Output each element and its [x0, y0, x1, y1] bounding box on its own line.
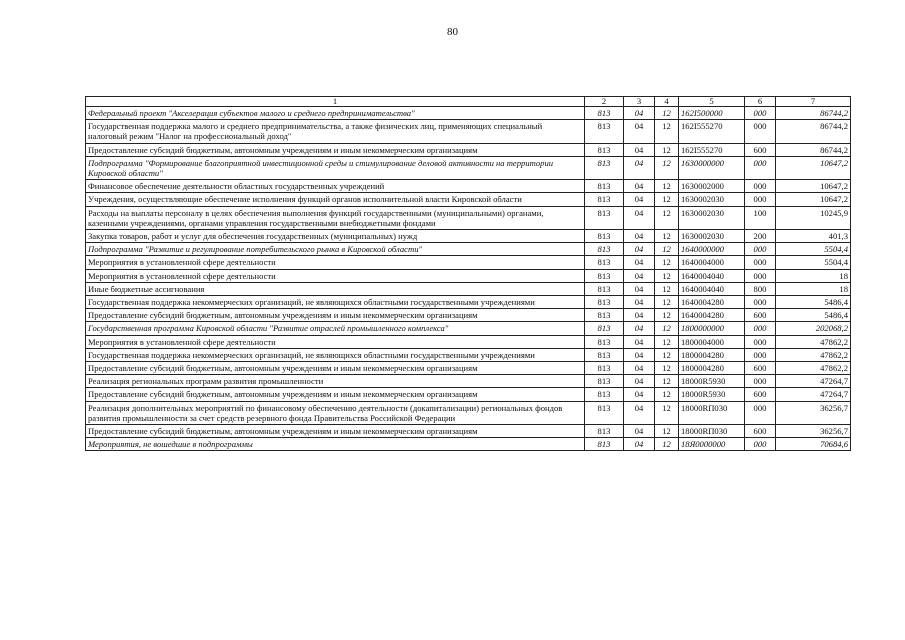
target-article-cell: 1800004000	[679, 335, 745, 348]
section-code-cell: 04	[624, 362, 655, 375]
subsection-code-cell: 12	[655, 425, 679, 438]
section-code-cell: 04	[624, 206, 655, 229]
table-row	[86, 107, 851, 120]
section-code-cell: 04	[624, 348, 655, 361]
subsection-code-cell: 12	[655, 375, 679, 388]
target-article-cell: 1640004280	[679, 309, 745, 322]
subsection-code-cell: 12	[655, 180, 679, 193]
expense-type-cell: 600	[745, 362, 776, 375]
expense-type-cell: 600	[745, 388, 776, 401]
expense-name-cell: Учреждения, осуществляющие обеспечение исполнения функций органов исполнительной власти Кировской области	[86, 193, 585, 206]
ministry-code-cell: 813	[585, 425, 624, 438]
target-article-cell: 1630000000	[679, 156, 745, 179]
ministry-code-cell: 813	[585, 401, 624, 424]
subsection-code-cell: 12	[655, 309, 679, 322]
header-cell: 1	[86, 97, 585, 107]
header-cell: 6	[745, 97, 776, 107]
amount-cell: 86744,2	[776, 143, 851, 156]
expense-name-cell: Мероприятия в установленной сфере деятельности	[86, 269, 585, 282]
section-code-cell: 04	[624, 269, 655, 282]
section-code-cell: 04	[624, 425, 655, 438]
table-row	[86, 143, 851, 156]
expense-type-cell: 000	[745, 156, 776, 179]
expense-type-cell: 000	[745, 107, 776, 120]
table-row	[86, 206, 851, 229]
table-row	[86, 362, 851, 375]
ministry-code-cell: 813	[585, 322, 624, 335]
expense-name-cell: Государственная поддержка некоммерческих организаций, не являющихся областными государственными учреждениями	[86, 348, 585, 361]
ministry-code-cell: 813	[585, 143, 624, 156]
section-code-cell: 04	[624, 335, 655, 348]
subsection-code-cell: 12	[655, 388, 679, 401]
target-article-cell: 1800004280	[679, 348, 745, 361]
target-article-cell: 18000R5930	[679, 388, 745, 401]
target-article-cell: 1630002000	[679, 180, 745, 193]
expense-type-cell: 200	[745, 230, 776, 243]
table-row	[86, 438, 851, 451]
subsection-code-cell: 12	[655, 348, 679, 361]
amount-cell: 47264,7	[776, 388, 851, 401]
target-article-cell: 1640004280	[679, 296, 745, 309]
expense-name-cell: Мероприятия в установленной сфере деятельности	[86, 256, 585, 269]
expense-name-cell: Мероприятия, не вошедшие в подпрограммы	[86, 438, 585, 451]
section-code-cell: 04	[624, 230, 655, 243]
amount-cell: 47862,2	[776, 335, 851, 348]
expense-name-cell: Предоставление субсидий бюджетным, автономным учреждениям и иным некоммерческим организациям	[86, 388, 585, 401]
expense-name-cell: Расходы на выплаты персоналу в целях обеспечения выполнения функций государственными (муниципальными) органами, казенными учреждениями, органами управления государственными внебюджетными фондами	[86, 206, 585, 229]
section-code-cell: 04	[624, 388, 655, 401]
table-row	[86, 335, 851, 348]
target-article-cell: 18000R5930	[679, 375, 745, 388]
ministry-code-cell: 813	[585, 362, 624, 375]
table-row	[86, 156, 851, 179]
table-row	[86, 296, 851, 309]
target-article-cell: 1630002030	[679, 193, 745, 206]
ministry-code-cell: 813	[585, 309, 624, 322]
expense-name-cell: Предоставление субсидий бюджетным, автономным учреждениям и иным некоммерческим организациям	[86, 143, 585, 156]
amount-cell: 70684,6	[776, 438, 851, 451]
subsection-code-cell: 12	[655, 156, 679, 179]
amount-cell: 10245,9	[776, 206, 851, 229]
subsection-code-cell: 12	[655, 335, 679, 348]
target-article-cell: 1630002030	[679, 206, 745, 229]
ministry-code-cell: 813	[585, 375, 624, 388]
amount-cell: 202068,2	[776, 322, 851, 335]
table-row	[86, 180, 851, 193]
header-cell: 4	[655, 97, 679, 107]
section-code-cell: 04	[624, 156, 655, 179]
expense-name-cell: Подпрограмма "Формирование благоприятной инвестиционной среды и стимулирование деловой активности на территории Кировской области"	[86, 156, 585, 179]
subsection-code-cell: 12	[655, 322, 679, 335]
page-number: 80	[447, 26, 458, 38]
expense-type-cell: 600	[745, 309, 776, 322]
ministry-code-cell: 813	[585, 438, 624, 451]
amount-cell: 47862,2	[776, 348, 851, 361]
expense-type-cell: 000	[745, 335, 776, 348]
ministry-code-cell: 813	[585, 388, 624, 401]
target-article-cell: 1640004000	[679, 256, 745, 269]
header-cell: 2	[585, 97, 624, 107]
table-row	[86, 309, 851, 322]
ministry-code-cell: 813	[585, 206, 624, 229]
ministry-code-cell: 813	[585, 282, 624, 295]
expense-type-cell: 000	[745, 296, 776, 309]
target-article-cell: 1640000000	[679, 243, 745, 256]
section-code-cell: 04	[624, 322, 655, 335]
expense-type-cell: 000	[745, 193, 776, 206]
ministry-code-cell: 813	[585, 348, 624, 361]
expense-name-cell: Предоставление субсидий бюджетным, автономным учреждениям и иным некоммерческим организациям	[86, 362, 585, 375]
expense-type-cell: 000	[745, 401, 776, 424]
target-article-cell: 162I555270	[679, 120, 745, 143]
amount-cell: 86744,2	[776, 107, 851, 120]
subsection-code-cell: 12	[655, 362, 679, 375]
target-article-cell: 18Я0000000	[679, 438, 745, 451]
ministry-code-cell: 813	[585, 107, 624, 120]
amount-cell: 5486,4	[776, 309, 851, 322]
subsection-code-cell: 12	[655, 143, 679, 156]
amount-cell: 5504,4	[776, 243, 851, 256]
expense-type-cell: 000	[745, 322, 776, 335]
section-code-cell: 04	[624, 107, 655, 120]
expense-name-cell: Реализация региональных программ развития промышленности	[86, 375, 585, 388]
amount-cell: 47264,7	[776, 375, 851, 388]
amount-cell: 47862,2	[776, 362, 851, 375]
table-row	[86, 282, 851, 295]
expense-type-cell: 600	[745, 143, 776, 156]
expense-name-cell: Государственная программа Кировской области "Развитие отраслей промышленного комплекса"	[86, 322, 585, 335]
table-row	[86, 401, 851, 424]
amount-cell: 36256,7	[776, 401, 851, 424]
expense-name-cell: Мероприятия в установленной сфере деятельности	[86, 335, 585, 348]
section-code-cell: 04	[624, 438, 655, 451]
ministry-code-cell: 813	[585, 180, 624, 193]
table-row	[86, 243, 851, 256]
expense-name-cell: Реализация дополнительных мероприятий по финансовому обеспечению деятельности (докапитализации) региональных фондов развития промышленности за счет средств резервного фонда Правительства Российской Федерации	[86, 401, 585, 424]
expense-name-cell: Финансовое обеспечение деятельности областных государственных учреждений	[86, 180, 585, 193]
expense-type-cell: 100	[745, 206, 776, 229]
section-code-cell: 04	[624, 296, 655, 309]
amount-cell: 5486,4	[776, 296, 851, 309]
expense-type-cell: 000	[745, 256, 776, 269]
budget-table	[85, 96, 851, 451]
amount-cell: 18	[776, 269, 851, 282]
section-code-cell: 04	[624, 282, 655, 295]
ministry-code-cell: 813	[585, 256, 624, 269]
header-cell: 3	[624, 97, 655, 107]
ministry-code-cell: 813	[585, 193, 624, 206]
amount-cell: 401,3	[776, 230, 851, 243]
expense-type-cell: 000	[745, 120, 776, 143]
amount-cell: 5504,4	[776, 256, 851, 269]
expense-type-cell: 000	[745, 375, 776, 388]
target-article-cell: 1630002030	[679, 230, 745, 243]
target-article-cell: 1640004040	[679, 269, 745, 282]
ministry-code-cell: 813	[585, 230, 624, 243]
ministry-code-cell: 813	[585, 296, 624, 309]
header-cell: 7	[776, 97, 851, 107]
table-row	[86, 388, 851, 401]
section-code-cell: 04	[624, 309, 655, 322]
target-article-cell: 162I555270	[679, 143, 745, 156]
expense-type-cell: 000	[745, 269, 776, 282]
subsection-code-cell: 12	[655, 269, 679, 282]
section-code-cell: 04	[624, 243, 655, 256]
subsection-code-cell: 12	[655, 243, 679, 256]
expense-type-cell: 600	[745, 425, 776, 438]
expense-type-cell: 800	[745, 282, 776, 295]
target-article-cell: 18000RП030	[679, 401, 745, 424]
table-row	[86, 425, 851, 438]
ministry-code-cell: 813	[585, 335, 624, 348]
section-code-cell: 04	[624, 401, 655, 424]
subsection-code-cell: 12	[655, 120, 679, 143]
amount-cell: 10647,2	[776, 180, 851, 193]
amount-cell: 18	[776, 282, 851, 295]
subsection-code-cell: 12	[655, 230, 679, 243]
expense-name-cell: Закупка товаров, работ и услуг для обеспечения государственных (муниципальных) нужд	[86, 230, 585, 243]
amount-cell: 36256,7	[776, 425, 851, 438]
header-row	[86, 97, 851, 107]
section-code-cell: 04	[624, 256, 655, 269]
expense-type-cell: 000	[745, 438, 776, 451]
subsection-code-cell: 12	[655, 401, 679, 424]
section-code-cell: 04	[624, 180, 655, 193]
table-row	[86, 375, 851, 388]
expense-type-cell: 000	[745, 348, 776, 361]
table-row	[86, 120, 851, 143]
subsection-code-cell: 12	[655, 256, 679, 269]
ministry-code-cell: 813	[585, 120, 624, 143]
section-code-cell: 04	[624, 120, 655, 143]
table-row	[86, 193, 851, 206]
expense-type-cell: 000	[745, 243, 776, 256]
subsection-code-cell: 12	[655, 296, 679, 309]
table-row	[86, 322, 851, 335]
table-row	[86, 230, 851, 243]
section-code-cell: 04	[624, 143, 655, 156]
expense-name-cell: Федеральный проект "Акселерация субъектов малого и среднего предпринимательства"	[86, 107, 585, 120]
table-row	[86, 256, 851, 269]
ministry-code-cell: 813	[585, 269, 624, 282]
expense-name-cell: Предоставление субсидий бюджетным, автономным учреждениям и иным некоммерческим организациям	[86, 425, 585, 438]
amount-cell: 10647,2	[776, 193, 851, 206]
expense-name-cell: Предоставление субсидий бюджетным, автономным учреждениям и иным некоммерческим организациям	[86, 309, 585, 322]
amount-cell: 86744,2	[776, 120, 851, 143]
section-code-cell: 04	[624, 375, 655, 388]
table-body	[86, 107, 851, 451]
expense-name-cell: Иные бюджетные ассигнования	[86, 282, 585, 295]
subsection-code-cell: 12	[655, 107, 679, 120]
target-article-cell: 18000RП030	[679, 425, 745, 438]
expense-name-cell: Государственная поддержка малого и среднего предпринимательства, а также физических лиц, применяющих специальный налоговый режим "Налог на профессиональный доход"	[86, 120, 585, 143]
header-cell: 5	[679, 97, 745, 107]
amount-cell: 10647,2	[776, 156, 851, 179]
ministry-code-cell: 813	[585, 243, 624, 256]
ministry-code-cell: 813	[585, 156, 624, 179]
target-article-cell: 1800000000	[679, 322, 745, 335]
subsection-code-cell: 12	[655, 438, 679, 451]
table-row	[86, 348, 851, 361]
subsection-code-cell: 12	[655, 282, 679, 295]
expense-type-cell: 000	[745, 180, 776, 193]
expense-name-cell: Подпрограмма "Развитие и регулирование потребительского рынка в Кировской области"	[86, 243, 585, 256]
target-article-cell: 1800004280	[679, 362, 745, 375]
subsection-code-cell: 12	[655, 206, 679, 229]
section-code-cell: 04	[624, 193, 655, 206]
target-article-cell: 1640004040	[679, 282, 745, 295]
target-article-cell: 162I500000	[679, 107, 745, 120]
expense-name-cell: Государственная поддержка некоммерческих организаций, не являющихся областными государственными учреждениями	[86, 296, 585, 309]
table-row	[86, 269, 851, 282]
subsection-code-cell: 12	[655, 193, 679, 206]
